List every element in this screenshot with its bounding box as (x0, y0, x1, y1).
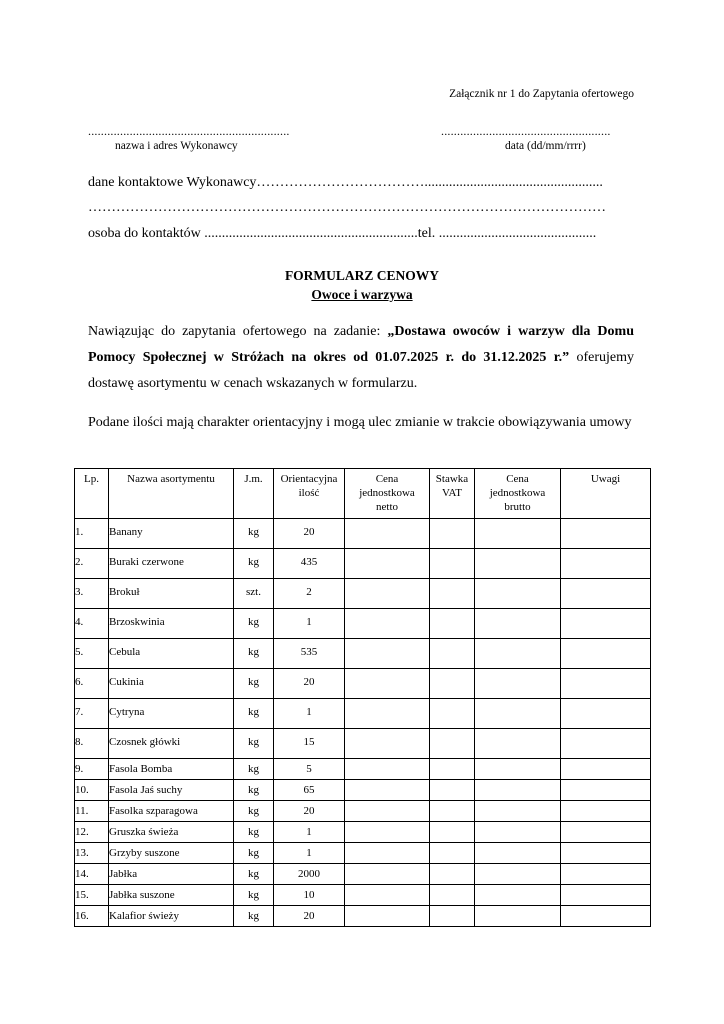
table-row (75, 822, 651, 843)
row-product-name: Fasola Jaś suchy (109, 780, 234, 801)
row-net-price-input[interactable] (345, 822, 430, 843)
row-gross-price-input[interactable] (475, 609, 561, 639)
row-notes-input[interactable] (561, 780, 651, 801)
header-net-price (345, 469, 430, 519)
row-vat-input[interactable] (430, 906, 475, 927)
row-unit: kg (234, 843, 274, 864)
row-unit: kg (234, 519, 274, 549)
contact-person-line[interactable]: osoba do kontaktów .............................................................tel. ............................................. (88, 226, 597, 241)
row-product-name: Jabłka (109, 864, 234, 885)
row-notes-input[interactable] (561, 822, 651, 843)
table-row (75, 759, 651, 780)
row-quantity: 2 (274, 579, 345, 609)
header-vat (430, 469, 475, 519)
header-gross-line1: Cena (506, 473, 529, 485)
row-net-price-input[interactable] (345, 729, 430, 759)
row-gross-price-input[interactable] (475, 549, 561, 579)
row-notes-input[interactable] (561, 759, 651, 780)
row-quantity: 1 (274, 822, 345, 843)
table-row (75, 549, 651, 579)
table-row (75, 801, 651, 822)
row-net-price-input[interactable] (345, 885, 430, 906)
row-quantity: 1 (274, 699, 345, 729)
row-net-price-input[interactable] (345, 699, 430, 729)
row-quantity: 20 (274, 519, 345, 549)
row-product-name: Buraki czerwone (109, 549, 234, 579)
row-net-price-input[interactable] (345, 864, 430, 885)
row-product-name: Banany (109, 519, 234, 549)
row-product-name: Jabłka suszone (109, 885, 234, 906)
row-quantity: 5 (274, 759, 345, 780)
row-net-price-input[interactable] (345, 609, 430, 639)
date-field[interactable]: ..................................................... (441, 124, 611, 138)
row-product-name: Brzoskwinia (109, 609, 234, 639)
row-lp: 15. (75, 885, 109, 906)
row-unit: kg (234, 699, 274, 729)
row-unit: kg (234, 639, 274, 669)
row-gross-price-input[interactable] (475, 843, 561, 864)
row-lp: 10. (75, 780, 109, 801)
row-unit: kg (234, 759, 274, 780)
row-quantity: 2000 (274, 864, 345, 885)
row-gross-price-input[interactable] (475, 759, 561, 780)
row-lp: 1. (75, 519, 109, 549)
row-quantity: 10 (274, 885, 345, 906)
row-lp: 2. (75, 549, 109, 579)
row-net-price-input[interactable] (345, 579, 430, 609)
header-vat-line1: Stawka (435, 473, 469, 485)
table-row (75, 639, 651, 669)
row-net-price-input[interactable] (345, 669, 430, 699)
row-gross-price-input[interactable] (475, 639, 561, 669)
row-vat-input[interactable] (430, 699, 475, 729)
row-vat-input[interactable] (430, 639, 475, 669)
table-row (75, 579, 651, 609)
row-gross-price-input[interactable] (475, 669, 561, 699)
row-lp: 3. (75, 579, 109, 609)
header-unit: J.m. (234, 469, 274, 519)
header-gross-line3: brutto (504, 501, 531, 513)
row-unit: kg (234, 906, 274, 927)
row-product-name: Cebula (109, 639, 234, 669)
header-net-line1: Cena (375, 473, 399, 485)
row-vat-input[interactable] (430, 609, 475, 639)
row-vat-input[interactable] (430, 801, 475, 822)
row-lp: 14. (75, 864, 109, 885)
row-notes-input[interactable] (561, 549, 651, 579)
row-quantity: 435 (274, 549, 345, 579)
row-gross-price-input[interactable] (475, 519, 561, 549)
row-notes-input[interactable] (561, 729, 651, 759)
row-unit: kg (234, 780, 274, 801)
row-notes-input[interactable] (561, 519, 651, 549)
quantity-note: Podane ilości mają charakter orientacyjny i mogą ulec zmianie w trakcie obowiązywania umowy (88, 415, 632, 430)
row-gross-price-input[interactable] (475, 579, 561, 609)
contact-details-line[interactable]: dane kontaktowe Wykonawcy………………………………................................................... (88, 175, 603, 190)
row-lp: 13. (75, 843, 109, 864)
row-notes-input[interactable] (561, 843, 651, 864)
row-gross-price-input[interactable] (475, 699, 561, 729)
row-notes-input[interactable] (561, 699, 651, 729)
row-vat-input[interactable] (430, 780, 475, 801)
row-product-name: Gruszka świeża (109, 822, 234, 843)
row-lp: 8. (75, 729, 109, 759)
row-net-price-input[interactable] (345, 843, 430, 864)
row-vat-input[interactable] (430, 729, 475, 759)
row-lp: 7. (75, 699, 109, 729)
row-product-name: Grzyby suszone (109, 843, 234, 864)
row-product-name: Cytryna (109, 699, 234, 729)
table-row (75, 885, 651, 906)
row-net-price-input[interactable] (345, 549, 430, 579)
row-vat-input[interactable] (430, 549, 475, 579)
intro-prefix: Nawiązując do zapytania ofertowego na zadanie: (88, 324, 388, 339)
row-quantity: 20 (274, 801, 345, 822)
row-vat-input[interactable] (430, 519, 475, 549)
table-row (75, 843, 651, 864)
row-quantity: 65 (274, 780, 345, 801)
row-gross-price-input[interactable] (475, 729, 561, 759)
row-unit: kg (234, 669, 274, 699)
row-unit: kg (234, 822, 274, 843)
header-notes: Uwagi (561, 469, 651, 519)
row-gross-price-input[interactable] (475, 885, 561, 906)
row-lp: 11. (75, 801, 109, 822)
contact-details-continuation[interactable]: ………………………………………………………………………………………………… (88, 200, 606, 215)
row-lp: 4. (75, 609, 109, 639)
row-notes-input[interactable] (561, 669, 651, 699)
table-row (75, 699, 651, 729)
intro-suffix: oferujemy dostawę asortymentu w cenach wskazanych w formularzu. (88, 350, 634, 391)
row-gross-price-input[interactable] (475, 822, 561, 843)
row-unit: kg (234, 801, 274, 822)
row-lp: 5. (75, 639, 109, 669)
row-net-price-input[interactable] (345, 759, 430, 780)
row-product-name: Fasolka szparagowa (109, 801, 234, 822)
row-product-name: Fasola Bomba (109, 759, 234, 780)
row-quantity: 1 (274, 609, 345, 639)
row-quantity: 1 (274, 843, 345, 864)
header-quantity (274, 469, 345, 519)
row-vat-input[interactable] (430, 864, 475, 885)
header-name: Nazwa asortymentu (109, 469, 234, 519)
row-gross-price-input[interactable] (475, 801, 561, 822)
contractor-name-caption: nazwa i adres Wykonawcy (115, 140, 238, 152)
row-notes-input[interactable] (561, 579, 651, 609)
row-product-name: Kalafior świeży (109, 906, 234, 927)
header-gross-line2: jednostkowa (489, 487, 546, 499)
table-row (75, 729, 651, 759)
form-subtitle: Owoce i warzywa (311, 287, 413, 302)
table-row (75, 669, 651, 699)
row-vat-input[interactable] (430, 843, 475, 864)
row-notes-input[interactable] (561, 885, 651, 906)
row-vat-input[interactable] (430, 759, 475, 780)
table-row (75, 609, 651, 639)
row-unit: kg (234, 864, 274, 885)
row-net-price-input[interactable] (345, 780, 430, 801)
table-row (75, 864, 651, 885)
row-notes-input[interactable] (561, 864, 651, 885)
row-unit: kg (234, 885, 274, 906)
row-notes-input[interactable] (561, 609, 651, 639)
row-quantity: 20 (274, 669, 345, 699)
header-lp: Lp. (75, 469, 109, 519)
row-quantity: 535 (274, 639, 345, 669)
row-vat-input[interactable] (430, 579, 475, 609)
row-unit: szt. (234, 579, 274, 609)
row-lp: 12. (75, 822, 109, 843)
row-gross-price-input[interactable] (475, 906, 561, 927)
header-vat-line2: VAT (442, 487, 462, 499)
row-unit: kg (234, 609, 274, 639)
price-table (74, 468, 651, 927)
row-quantity: 15 (274, 729, 345, 759)
row-notes-input[interactable] (561, 639, 651, 669)
row-net-price-input[interactable] (345, 906, 430, 927)
row-gross-price-input[interactable] (475, 780, 561, 801)
header-gross-price (475, 469, 561, 519)
form-title: FORMULARZ CENOWY (284, 268, 440, 283)
row-lp: 6. (75, 669, 109, 699)
row-product-name: Brokuł (109, 579, 234, 609)
row-lp: 16. (75, 906, 109, 927)
row-unit: kg (234, 549, 274, 579)
contractor-name-field[interactable]: ............................................................... (88, 124, 290, 138)
intro-task-name: „Dostawa owoców i warzyw dla Domu Pomocy Społecznej w Stróżach na okres od 01.07.2025 r. do 31.12.2025 r.” (88, 324, 634, 365)
row-vat-input[interactable] (430, 822, 475, 843)
row-notes-input[interactable] (561, 906, 651, 927)
row-product-name: Cukinia (109, 669, 234, 699)
row-quantity: 20 (274, 906, 345, 927)
header-net-line3: netto (376, 501, 398, 513)
row-product-name: Czosnek główki (109, 729, 234, 759)
table-row (75, 906, 651, 927)
date-caption: data (dd/mm/rrrr) (505, 140, 586, 152)
row-unit: kg (234, 729, 274, 759)
row-lp: 9. (75, 759, 109, 780)
header-quantity-line1: Orientacyjna (280, 473, 338, 485)
row-notes-input[interactable] (561, 801, 651, 822)
table-row (75, 780, 651, 801)
row-vat-input[interactable] (430, 885, 475, 906)
table-header-row (75, 469, 651, 519)
intro-paragraph (88, 319, 634, 397)
header-quantity-line2: ilość (298, 487, 320, 499)
row-gross-price-input[interactable] (475, 864, 561, 885)
table-row (75, 519, 651, 549)
annex-label: Załącznik nr 1 do Zapytania ofertowego (449, 88, 634, 100)
header-net-line2: jednostkowa (359, 487, 415, 499)
row-vat-input[interactable] (430, 669, 475, 699)
row-net-price-input[interactable] (345, 519, 430, 549)
row-net-price-input[interactable] (345, 801, 430, 822)
row-net-price-input[interactable] (345, 639, 430, 669)
